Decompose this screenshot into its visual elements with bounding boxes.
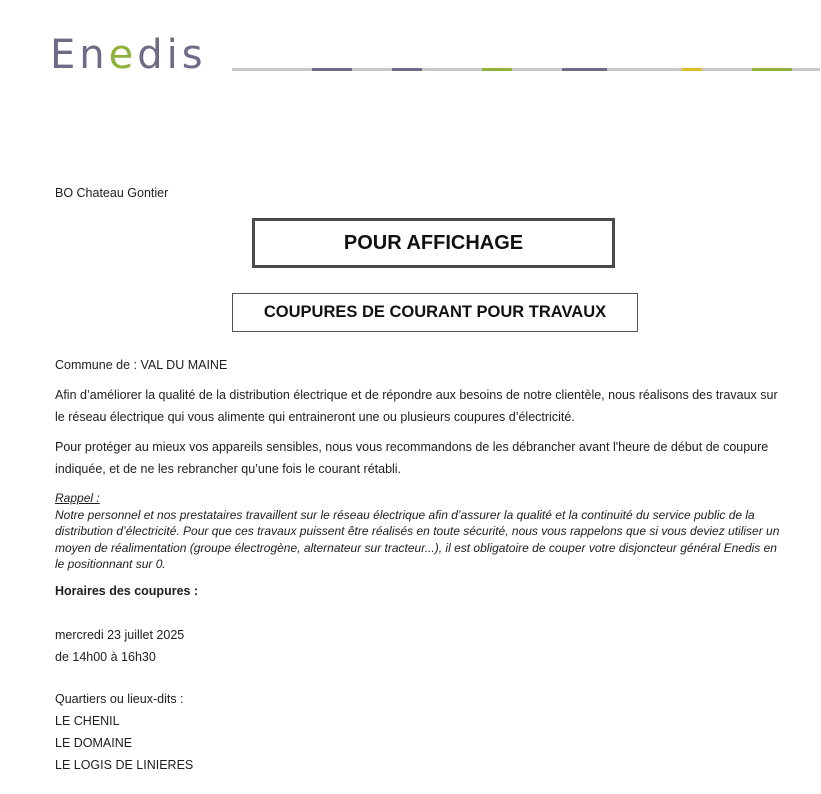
header-line-segment <box>312 68 352 71</box>
commune-line: Commune de : VAL DU MAINE <box>55 358 228 372</box>
header-line-segment <box>482 68 512 71</box>
schedule-date: mercredi 23 juillet 2025 <box>55 628 185 642</box>
header-line-segment <box>562 68 607 71</box>
enedis-logo: Enedis <box>50 32 207 78</box>
header-line-segment <box>392 68 422 71</box>
intro-paragraph: Afin d’améliorer la qualité de la distribution électrique et de répondre aux besoins de notre clientèle, nous réalisons des travaux sur le réseau électrique qui vous alimente qui entraineront une ou plusieurs coupures d’électricité. <box>55 388 778 424</box>
notice-title-box <box>252 218 615 268</box>
header-decorative-line <box>232 68 820 71</box>
notice-subtitle-box <box>232 293 638 332</box>
location-item: LE CHENIL <box>55 714 120 728</box>
schedule-heading: Horaires des coupures : <box>55 584 199 598</box>
location-item: LE LOGIS DE LINIERES <box>55 758 194 772</box>
sender-office: BO Chateau Gontier <box>55 186 169 200</box>
notice-title: POUR AFFICHAGE <box>343 231 524 254</box>
reminder-title: Rappel : <box>55 491 100 505</box>
notice-subtitle: COUPURES DE COURANT POUR TRAVAUX <box>263 303 607 321</box>
location-item: LE DOMAINE <box>55 736 133 750</box>
advice-paragraph: Pour protéger au mieux vos appareils sensibles, nous vous recommandons de les débrancher avant l'heure de début de coupure indiquée, et de ne les rebrancher qu’une fois le courant rétabli. <box>55 440 769 476</box>
header-line-segment <box>752 68 792 71</box>
schedule-time: de 14h00 à 16h30 <box>55 650 156 664</box>
locations-heading: Quartiers ou lieux-dits : <box>55 692 184 706</box>
reminder-block <box>55 490 785 573</box>
header-line-segment <box>682 68 702 71</box>
reminder-text: Notre personnel et nos prestataires travaillent sur le réseau électrique afin d’assurer la qualité et la continuité du service public de la distribution d’électricité. Pour que ces travaux puissent être réalisés en toute sécurité, nous vous rappelons que si vous deviez utiliser un moyen de réalimentation (groupe électrogène, alternateur sur tracteur...), il est obligatoire de couper votre disjoncteur général Enedis en le positionnant sur 0. <box>55 507 780 571</box>
